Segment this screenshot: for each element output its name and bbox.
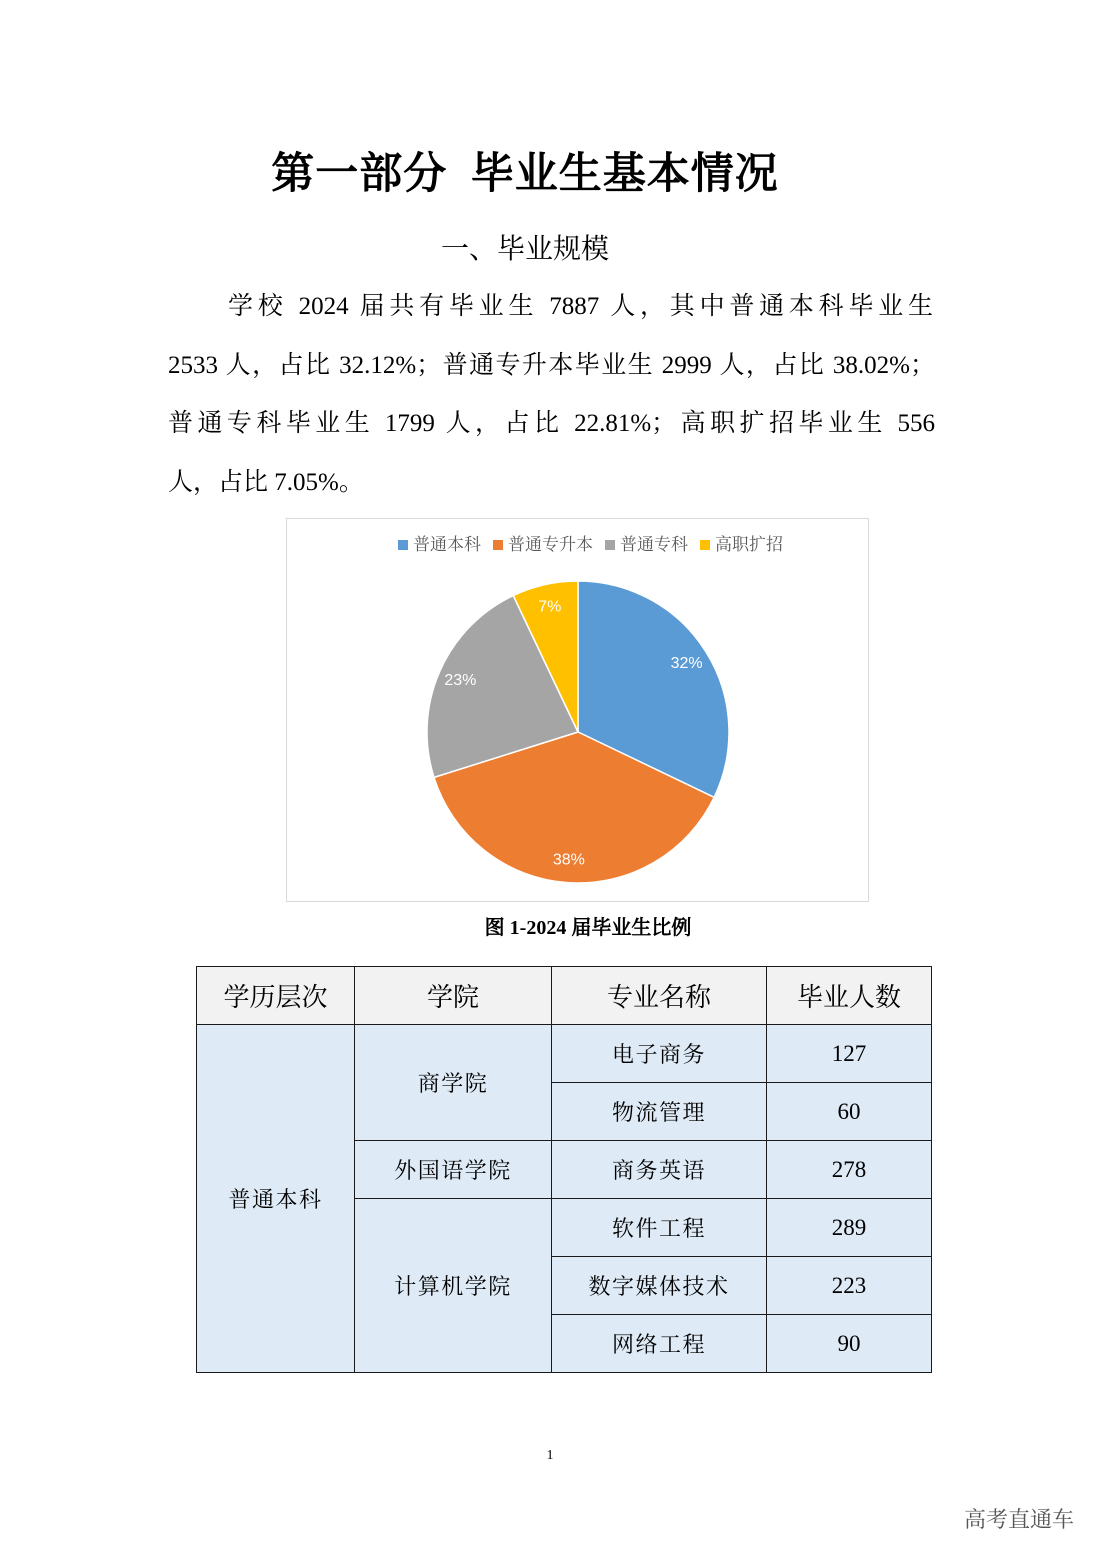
legend-item	[493, 534, 593, 556]
watermark: 高考直通车	[964, 1507, 1075, 1532]
table-header-cell: 学院	[355, 967, 552, 1025]
paragraph-line: 学校 2024 届共有毕业生 7887 人，其中普通本科毕业生	[228, 293, 933, 320]
pie-chart	[286, 518, 869, 902]
major-cell: 电子商务	[552, 1025, 767, 1083]
legend-item	[398, 534, 481, 556]
table-header-cell: 毕业人数	[767, 967, 932, 1025]
legend-item	[700, 534, 783, 556]
table-row	[197, 1025, 932, 1083]
legend-label: 普通本科	[413, 535, 481, 554]
major-cell: 网络工程	[552, 1315, 767, 1373]
table-header-cell: 学历层次	[197, 967, 355, 1025]
legend-item	[605, 534, 688, 556]
legend-label: 普通专科	[620, 535, 688, 554]
paragraph-line: 人，占比 7.05%。	[168, 469, 364, 496]
legend-swatch	[493, 540, 503, 550]
pie-data-label: 32%	[670, 655, 703, 673]
education-level-cell: 普通本科	[197, 1025, 355, 1373]
graduate-count-cell: 90	[767, 1315, 932, 1373]
table-header-cell: 专业名称	[552, 967, 767, 1025]
college-cell: 商学院	[355, 1025, 552, 1141]
pie-plot-area	[287, 519, 868, 901]
graduate-count-cell: 278	[767, 1141, 932, 1199]
table-header-row	[197, 967, 932, 1025]
major-cell: 商务英语	[552, 1141, 767, 1199]
legend-swatch	[605, 540, 615, 550]
paragraph-line: 2533 人，占比 32.12%；普通专升本毕业生 2999 人，占比 38.02%；	[168, 352, 935, 379]
chart-legend	[287, 534, 868, 556]
major-cell: 软件工程	[552, 1199, 767, 1257]
figure-caption: 图 1-2024 届毕业生比例	[484, 917, 692, 939]
legend-swatch	[398, 540, 408, 550]
pie-data-label: 23%	[444, 672, 477, 690]
pie-data-label: 7%	[538, 598, 562, 616]
graduate-count-cell: 289	[767, 1199, 932, 1257]
legend-label: 高职扩招	[715, 535, 783, 554]
major-cell: 数字媒体技术	[552, 1257, 767, 1315]
page-title: 第一部分 毕业生基本情况	[271, 151, 779, 198]
graduate-count-cell: 223	[767, 1257, 932, 1315]
paragraph-line: 普通专科毕业生 1799 人，占比 22.81%；高职扩招毕业生 556	[168, 410, 935, 437]
legend-label: 普通专升本	[508, 535, 593, 554]
pie-data-label: 38%	[552, 851, 585, 869]
college-cell: 计算机学院	[355, 1199, 552, 1373]
college-cell: 外国语学院	[355, 1141, 552, 1199]
legend-swatch	[700, 540, 710, 550]
graduate-count-cell: 60	[767, 1083, 932, 1141]
page-number: 1	[546, 1448, 554, 1463]
major-cell: 物流管理	[552, 1083, 767, 1141]
section-heading: 一、毕业规模	[440, 234, 609, 265]
graduate-count-cell: 127	[767, 1025, 932, 1083]
graduates-table	[196, 966, 932, 1373]
